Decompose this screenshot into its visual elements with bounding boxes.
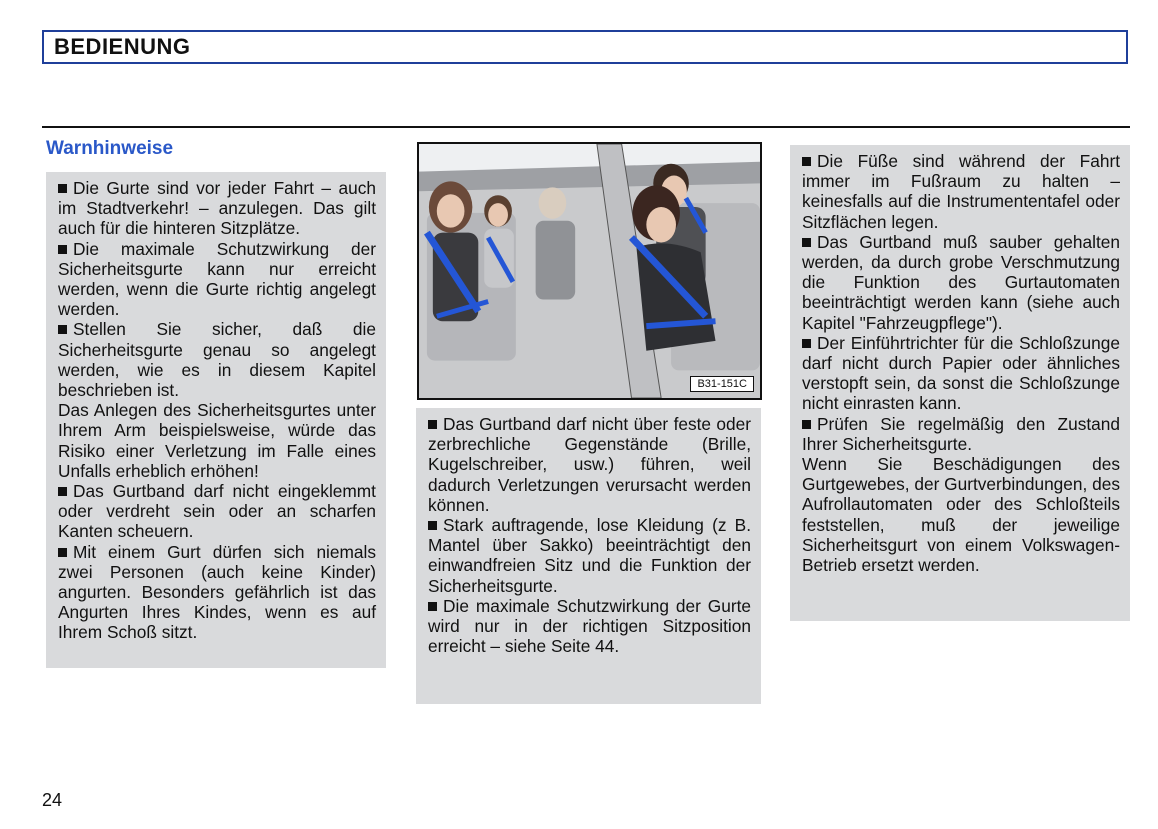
warning-paragraph: [428, 596, 751, 657]
bullet-square-icon: [58, 325, 67, 334]
warning-paragraph: [802, 232, 1120, 333]
page-header-title: BEDIENUNG: [54, 34, 191, 59]
bullet-square-icon: [58, 245, 67, 254]
bullet-square-icon: [58, 184, 67, 193]
warning-text: Das Gurtband darf nicht über feste oder zerbrechliche Gegenstände (Brille, Kugelschreiber, usw.) führen, weil dadurch Verletzungen verursacht werden können.: [428, 414, 751, 515]
warning-text: Das Gurtband darf nicht eingeklemmt oder verdreht sein oder an scharfen Kanten scheuern.: [58, 481, 376, 542]
bullet-square-icon: [802, 339, 811, 348]
page-number: 24: [42, 790, 63, 810]
warning-paragraph: [58, 319, 376, 400]
warning-panel-middle: [416, 408, 761, 704]
warning-paragraph: [802, 414, 1120, 454]
warning-text: Stark auftragende, lose Kleidung (z B. Mantel über Sakko) beeinträchtigt den einwandfreien Sitz und die Funktion der Sicherheitsgurte.: [428, 515, 751, 596]
warning-paragraph: [428, 515, 751, 596]
warning-paragraph: [802, 151, 1120, 232]
car-interior-drawing: [419, 144, 760, 398]
bullet-square-icon: [802, 420, 811, 429]
header-box: [42, 30, 1128, 64]
warning-paragraph: [58, 542, 376, 643]
warning-paragraph: [428, 414, 751, 515]
bullet-square-icon: [802, 238, 811, 247]
warning-panel-left: [46, 172, 386, 668]
warning-text: Die maximale Schutzwirkung der Sicherheitsgurte kann nur erreicht werden, wenn die Gurte richtig angelegt werden.: [58, 238, 376, 320]
section-rule: [42, 126, 1130, 128]
warning-text: Die Füße sind während der Fahrt immer im Fußraum zu halten – keinesfalls auf die Instrumententafel oder Sitzflächen legen.: [802, 151, 1120, 232]
bullet-square-icon: [802, 157, 811, 166]
warning-text: Mit einem Gurt dürfen sich niemals zwei Personen (auch keine Kinder) angurten. Besonders gefährlich ist das Angurten Ihres Kindes, wenn es auf Ihrem Schoß sitzt.: [58, 541, 376, 643]
warning-text: Der Einführtrichter für die Schloßzunge darf nicht durch Papier oder ähnliches verstopft sein, da sonst die Schloßzunge nicht einrasten kann.: [802, 332, 1120, 414]
warning-paragraph: [58, 481, 376, 542]
warning-paragraph: [58, 400, 376, 481]
bullet-square-icon: [428, 602, 437, 611]
warning-text: Prüfen Sie regelmäßig den Zustand Ihrer Sicherheitsgurte.: [802, 413, 1120, 454]
figure-label: B31-151C: [690, 376, 754, 392]
warning-text: Das Anlegen des Sicherheitsgurtes unter Ihrem Arm beispielsweise, würde das Risiko einer Verletzung im Falle eines Unfalls erheblich erhöhen!: [58, 400, 376, 481]
warning-paragraph: [802, 333, 1120, 414]
bullet-square-icon: [428, 420, 437, 429]
warning-panel-right: [790, 145, 1130, 621]
bullet-square-icon: [58, 548, 67, 557]
warning-paragraph: [58, 239, 376, 320]
warning-paragraph: [58, 178, 376, 239]
warning-paragraph: [802, 454, 1120, 575]
bullet-square-icon: [428, 521, 437, 530]
bullet-square-icon: [58, 487, 67, 496]
warning-text: Das Gurtband muß sauber gehalten werden, da durch grobe Verschmutzung die Funktion des Gurtautomaten beeinträchtigt werden kann (siehe auch Kapitel "Fahrzeugpflege").: [802, 231, 1120, 333]
warning-text: Wenn Sie Beschädigungen des Gurtgewebes, der Gurtverbindungen, des Aufrollautomaten oder des Schloßteils feststellen, muß der jeweilige Sicherheitsgurt von einem Volkswagen-Betrieb ersetzt werden.: [802, 454, 1120, 576]
seatbelt-illustration: [417, 142, 762, 400]
warning-text: Die maximale Schutzwirkung der Gurte wird nur in der richtigen Sitzposition erreicht – siehe Seite 44.: [428, 595, 751, 657]
warning-text: Die Gurte sind vor jeder Fahrt – auch im Stadtverkehr! – anzulegen. Das gilt auch für die hinteren Sitzplätze.: [58, 178, 376, 239]
warning-text: Stellen Sie sicher, daß die Sicherheitsgurte genau so angelegt werden, wie es in diesem Kapitel beschrieben ist.: [58, 319, 376, 401]
section-title: Warnhinweise: [46, 138, 174, 159]
